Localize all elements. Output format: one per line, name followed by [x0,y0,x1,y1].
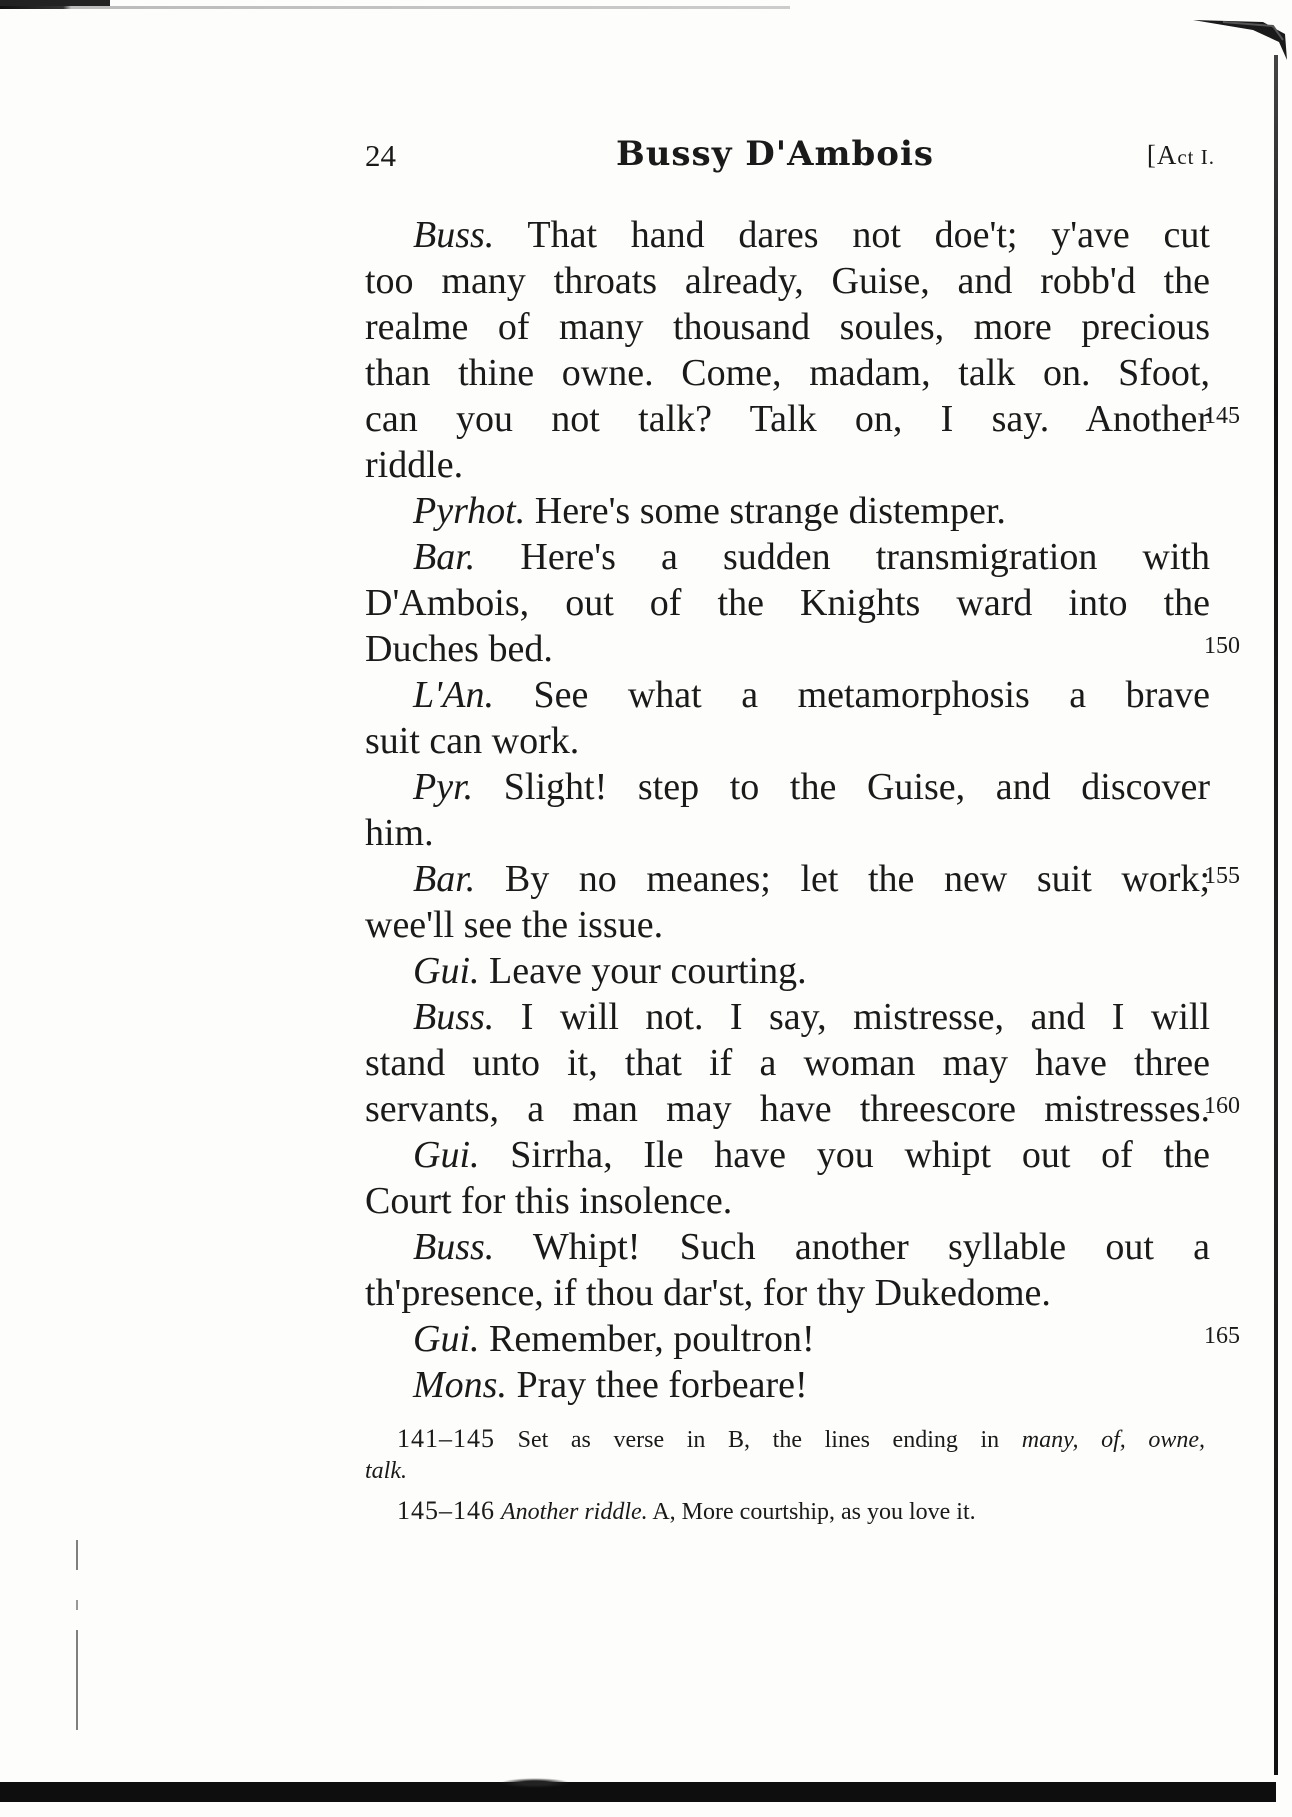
footnote-italic: of, [1101,1427,1126,1453]
text-line: too many throats already, Guise, and robb'd the [365,260,1210,302]
text-line [365,488,1210,534]
scan-top-rule [0,6,790,9]
text-line [365,856,1240,902]
speech-text: See what a metamorphosis a brave [533,674,1211,716]
text-line [365,534,1210,580]
speech-text: That hand dares not doe't; y'ave cut [527,214,1210,256]
text-line: wee'll see the issue. [365,904,664,946]
text-line [365,1086,1240,1132]
speech-text: Here's some strange distemper. [534,490,1006,532]
speaker-name: Gui. [413,1318,480,1360]
footnote-line [365,1495,1205,1527]
scan-bottom-bar [0,1782,1276,1802]
act-label-open: [A [1146,140,1178,170]
text-line [365,396,1240,442]
text-line [365,212,1210,258]
footnote-italic: Another riddle. [501,1499,648,1525]
line-number: 155 [1204,863,1240,889]
speaker-name: Pyr. [413,766,474,808]
line-number: 165 [1204,1323,1240,1349]
speech-text: Here's a sudden transmigration with [520,536,1210,578]
speech-text: can you not talk? Talk on, I say. Another [365,398,1210,440]
text-line [365,948,1210,994]
speaker-name: Buss. [413,996,495,1038]
text-line: th'presence, if thou dar'st, for thy Dukedome. [365,1272,1051,1314]
text-line: suit can work. [365,720,580,762]
speech-text: By no meanes; let the new suit work; [504,858,1210,900]
book-title: Bussy D'Ambois [615,134,935,174]
page-corner-fold [1193,12,1288,60]
footnote-text: Set as verse in B, the lines ending in [517,1427,1000,1453]
text-line [365,1224,1210,1270]
act-label [1147,140,1215,171]
speech-text: Duches bed. [365,628,553,670]
text-line: stand unto it, that if a woman may have three [365,1042,1210,1084]
text-line: him. [365,812,434,854]
text-line [365,1316,1240,1362]
line-number: 160 [1204,1093,1240,1119]
speech-text: servants, a man may have threescore mistresses. [365,1088,1210,1130]
footnote-italic: owne, [1148,1427,1206,1453]
text-line [365,1132,1210,1178]
speaker-name: Bar. [413,536,476,578]
footnote-spacer [365,1487,1205,1495]
text-line: riddle. [365,444,464,486]
text-line: Court for this insolence. [365,1180,733,1222]
line-number: 145 [1204,403,1240,429]
scan-bottom-smudge [500,1778,570,1788]
text-line [365,1362,1210,1408]
line-number: 150 [1204,633,1240,659]
footnote-ref: 141–145 [397,1424,495,1453]
text-line: D'Ambois, out of the Knights ward into the [365,582,1210,624]
speaker-name: L'An. [413,674,494,716]
speaker-name: Buss. [413,214,495,256]
speech-text: I will not. I say, mistresse, and I will [520,996,1211,1038]
margin-marks [74,1540,80,1730]
speaker-name: Bar. [413,858,476,900]
act-label-rest: ct I. [1177,145,1215,169]
play-text [365,212,1240,1408]
speaker-name: Pyrhot. [413,490,526,532]
text-line [365,764,1210,810]
text-line [365,994,1210,1040]
speech-text: Sirrha, Ile have you whipt out of the [510,1134,1210,1176]
text-line [365,626,1240,672]
page-number: 24 [365,138,396,173]
speaker-name: Buss. [413,1226,495,1268]
page-right-edge [1274,55,1278,1775]
footnote-line: talk. [365,1458,407,1484]
speaker-name: Mons. [413,1364,507,1406]
speaker-name: Gui. [413,1134,480,1176]
footnote-ref: 145–146 [397,1496,495,1525]
speech-text: Remember, poultron! [489,1318,815,1360]
speaker-name: Gui. [413,950,480,992]
text-line: realme of many thousand soules, more precious [365,306,1210,348]
footnotes [365,1423,1205,1527]
speech-text: Pray thee forbeare! [516,1364,808,1406]
text-line: than thine owne. Come, madam, talk on. Sfoot, [365,352,1210,394]
speech-text: Whipt! Such another syllable out a [532,1226,1210,1268]
footnote-line [365,1423,1205,1455]
text-line [365,672,1210,718]
footnote-text: A, More courtship, as you love it. [652,1499,976,1525]
speech-text: Slight! step to the Guise, and discover [503,766,1210,808]
running-head [365,134,1215,184]
speech-line [413,856,1210,902]
speech-text: Leave your courting. [489,950,807,992]
footnote-italic: many, [1021,1427,1079,1453]
